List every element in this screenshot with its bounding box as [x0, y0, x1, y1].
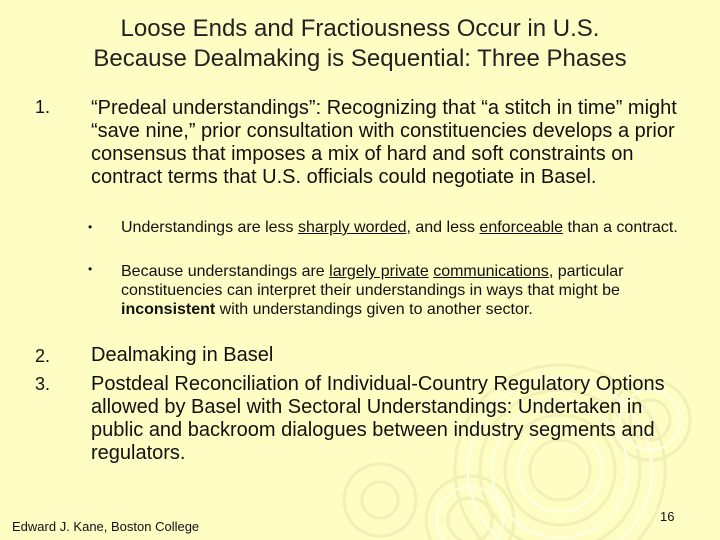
subbullet-2-underline-communications: communications [433, 263, 549, 280]
bullet-icon: • [88, 220, 93, 234]
bullet-icon: • [88, 262, 93, 276]
subbullet-1-text-a: Understandings are less [121, 219, 298, 236]
footer-author: Edward J. Kane, Boston College [12, 519, 200, 534]
subbullet-1-underline-enforceable: enforceable [479, 219, 564, 236]
title-line-2: Because Dealmaking is Sequential: Three Phases [93, 45, 627, 72]
item-text-3: Postdeal Reconciliation of Individual-Country Regulatory Options allowed by Basel with Sectoral Understandings: Undertaken in public and backroom dialogues between industry segments and regulators. [91, 373, 665, 464]
item-text-2: Dealmaking in Basel [91, 344, 274, 366]
subbullet-1-text-c: than a contract. [563, 219, 678, 236]
item-text-1: “Predeal understandings”: Recognizing that “a stitch in time” might “save nine,” prior consultation with constituencies develops a prior consensus that imposes a mix of hard and soft constraints on contract terms that U.S. officials could negotiate in Basel. [91, 97, 677, 188]
subbullet-2 [121, 262, 681, 319]
subbullet-1-text-b: , and less [406, 219, 480, 236]
title-line-1: Loose Ends and Fractiousness Occur in U.S. [120, 15, 600, 42]
subbullet-2-text-c: , particular constituencies can interpret their understandings in ways that might be [121, 263, 624, 299]
subbullet-2-bold-inconsistent: inconsistent [121, 301, 216, 318]
page-number: 16 [660, 509, 675, 524]
slide-title [20, 14, 700, 74]
item-number-2: 2. [35, 346, 51, 366]
subbullet-2-text-a: Because understandings are [121, 263, 330, 280]
subbullet-2-underline-largely-private: largely private [329, 263, 429, 280]
subbullet-2-text-d: with understandings given to another sector. [215, 301, 533, 318]
item-number-1: 1. [35, 97, 51, 117]
subbullet-1-underline-sharply-worded: sharply worded [297, 219, 407, 236]
item-number-3: 3. [35, 374, 51, 394]
subbullet-1 [121, 218, 681, 237]
